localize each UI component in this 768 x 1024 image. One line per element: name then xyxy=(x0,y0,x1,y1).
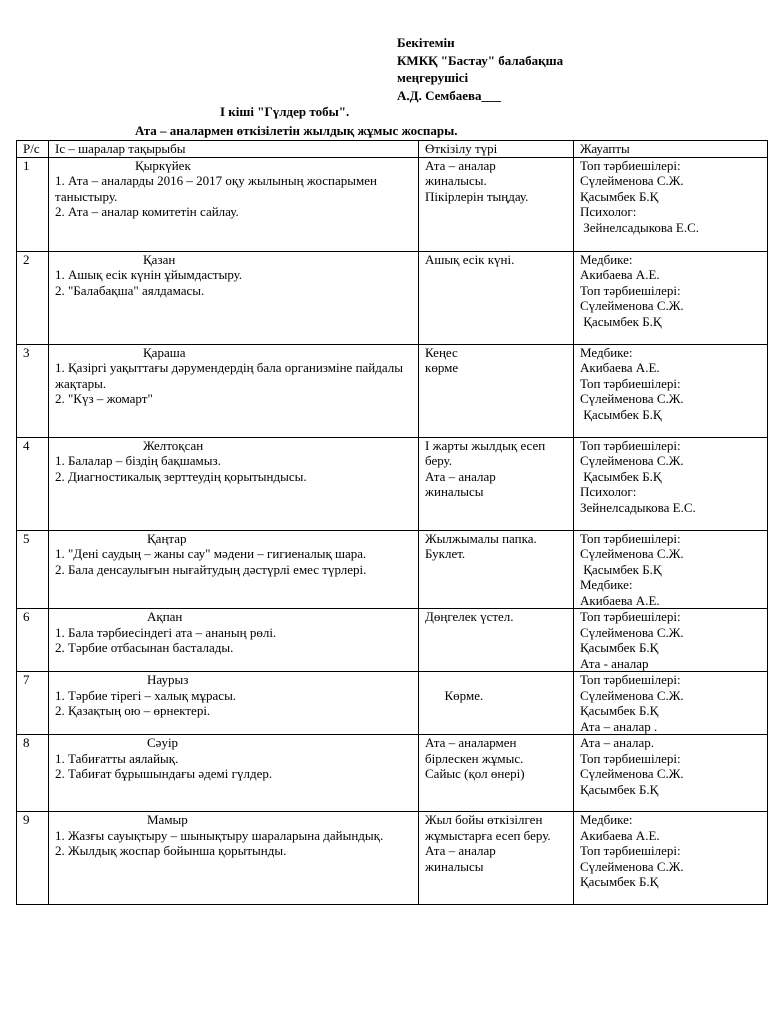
row-responsible-line: Қасымбек Б.Қ xyxy=(580,703,659,718)
row-month: Қыркүйек xyxy=(135,157,191,173)
row-topic-item: 1. Балалар – біздің бақшамыз. xyxy=(55,453,221,468)
row-topic-item: 1. Табиғатты аялайық. xyxy=(55,750,179,766)
row-responsible-line: Сүлейменова С.Ж. xyxy=(580,766,684,781)
row-responsible-line: Акибаева А.Е. xyxy=(580,267,660,282)
row-responsible-line: Қасымбек Б.Қ xyxy=(580,406,662,422)
row-form-line: жиналысы xyxy=(425,484,484,499)
row-form-line: І жарты жылдық есеп xyxy=(425,437,546,453)
row-responsible-line: Сүлейменова С.Ж. xyxy=(580,391,684,406)
row-topic-item: 2. Диагностикалық зерттеудің қорытындысы. xyxy=(55,468,307,484)
row-month: Қазан xyxy=(143,251,176,267)
row-number: 6 xyxy=(17,609,49,672)
table-row xyxy=(17,157,768,251)
table-row xyxy=(17,251,768,344)
row-form xyxy=(419,672,574,735)
row-responsible-line: Топ тәрбиешілері: xyxy=(580,672,681,687)
table-row xyxy=(17,609,768,672)
row-responsible xyxy=(574,530,768,609)
row-responsible-line: Медбике: xyxy=(580,251,633,267)
row-topic-item: 2. "Балабақша" аялдамасы. xyxy=(55,282,205,298)
row-topic xyxy=(49,609,419,672)
row-responsible-line: Ата - аналар xyxy=(580,655,649,671)
row-topic-item: 2. Тәрбие отбасынан басталады. xyxy=(55,640,234,655)
row-responsible-line: Қасымбек Б.Қ xyxy=(580,874,659,889)
approval-line: Бекітемін xyxy=(397,35,455,50)
row-responsible-line: Қасымбек Б.Қ xyxy=(580,561,662,577)
row-topic-item: 1. Бала тәрбиесіндегі ата – ананың рөлі. xyxy=(55,624,277,640)
approval-line: меңгерушісі xyxy=(397,70,469,85)
header-form: Өткізілу түрі xyxy=(419,141,574,158)
row-topic xyxy=(49,812,419,905)
row-form-line: Буклет. xyxy=(425,546,466,561)
row-topic xyxy=(49,735,419,812)
row-responsible xyxy=(574,609,768,672)
row-form-line: Жылжымалы папка. xyxy=(425,530,537,546)
row-responsible-line: Топ тәрбиешілері: xyxy=(580,843,681,858)
row-responsible-line: Топ тәрбиешілері: xyxy=(580,750,681,766)
row-form-line: Көрме. xyxy=(425,687,484,703)
row-form-line: бірлескен жұмыс. xyxy=(425,750,524,766)
row-form-line: Жыл бойы өткізілген xyxy=(425,812,543,827)
row-responsible-line: Сүлейменова С.Ж. xyxy=(580,546,684,561)
row-form-line: Ашық есік күні. xyxy=(425,251,515,267)
row-responsible-line: Сүлейменова С.Ж. xyxy=(580,858,684,874)
row-responsible xyxy=(574,157,768,251)
row-responsible-line: Топ тәрбиешілері: xyxy=(580,375,681,391)
row-responsible-line: Психолог: xyxy=(580,484,637,499)
row-responsible-line: Сүлейменова С.Ж. xyxy=(580,687,684,703)
row-number: 3 xyxy=(17,344,49,437)
row-topic-item: 2. Табиғат бұрышындағы әдемі гүлдер. xyxy=(55,766,273,781)
row-responsible-line: Ата – аналар. xyxy=(580,735,654,750)
row-topic-item: 1. "Дені саудың – жаны сау" мәдени – гигиеналық шара. xyxy=(55,546,367,561)
row-form-line: Ата – аналар xyxy=(425,843,496,858)
row-form-line: жиналысы xyxy=(425,858,484,874)
row-responsible-line: Қасымбек Б.Қ xyxy=(580,468,662,484)
row-responsible-line: Медбике: xyxy=(580,577,633,592)
table-row xyxy=(17,344,768,437)
table-row xyxy=(17,437,768,530)
row-form-line: беру. xyxy=(425,453,452,468)
row-number: 7 xyxy=(17,672,49,735)
row-responsible-line: Акибаева А.Е. xyxy=(580,592,660,608)
row-responsible-line: Сүлейменова С.Ж. xyxy=(580,453,684,468)
row-topic-item: 2. Қазақтың ою – өрнектері. xyxy=(55,703,211,718)
row-month: Желтоқсан xyxy=(143,437,204,453)
row-responsible xyxy=(574,812,768,905)
row-responsible-line: Акибаева А.Е. xyxy=(580,360,660,375)
row-topic xyxy=(49,344,419,437)
row-number: 9 xyxy=(17,812,49,905)
row-responsible-line: Ата – аналар . xyxy=(580,718,658,734)
row-form xyxy=(419,609,574,672)
table-row xyxy=(17,812,768,905)
table-row xyxy=(17,735,768,812)
row-responsible-line: Сүлейменова С.Ж. xyxy=(580,624,684,640)
row-number: 4 xyxy=(17,437,49,530)
row-topic xyxy=(49,251,419,344)
header-responsible: Жауапты xyxy=(574,141,768,158)
row-responsible-line: Психолог: xyxy=(580,204,637,219)
row-topic-item: 2. Бала денсаулығын нығайтудың дәстүрлі емес түрлері. xyxy=(55,561,367,577)
row-responsible-line: Медбике: xyxy=(580,344,633,360)
table-row xyxy=(17,530,768,609)
row-form-line: Пікірлерін тыңдау. xyxy=(425,188,529,204)
row-form-line: Кеңес xyxy=(425,344,458,360)
row-topic-item: 1. Жазғы сауықтыру – шынықтыру шараларына дайындық. xyxy=(55,827,384,843)
row-form-line: Дөңгелек үстел. xyxy=(425,609,514,624)
row-topic xyxy=(49,530,419,609)
row-form-line: көрме xyxy=(425,360,459,375)
row-responsible-line: Топ тәрбиешілері: xyxy=(580,437,681,453)
row-responsible-line: Қасымбек Б.Қ xyxy=(580,781,659,797)
approval-signature: А.Д. Сембаева___ xyxy=(397,87,502,103)
row-responsible-line: Зейнелсадыкова Е.С. xyxy=(580,219,700,235)
row-form-line: жұмыстарға есеп беру. xyxy=(425,827,551,843)
row-topic xyxy=(49,672,419,735)
row-number: 5 xyxy=(17,530,49,609)
row-form xyxy=(419,344,574,437)
row-month: Қаңтар xyxy=(147,530,187,546)
row-number: 8 xyxy=(17,735,49,812)
row-responsible-line: Медбике: xyxy=(580,812,633,827)
group-title: І кіші "Гүлдер тобы". xyxy=(220,104,350,119)
row-month: Қараша xyxy=(143,344,186,360)
row-responsible xyxy=(574,251,768,344)
row-month: Наурыз xyxy=(147,672,189,687)
row-form-line: Ата – аналар xyxy=(425,157,496,173)
row-topic-item: 1. Ашық есік күнін ұйымдастыру. xyxy=(55,267,243,282)
row-form xyxy=(419,530,574,609)
row-responsible xyxy=(574,672,768,735)
row-responsible-line: Қасымбек Б.Қ xyxy=(580,188,659,204)
row-form xyxy=(419,735,574,812)
row-topic xyxy=(49,157,419,251)
plan-title: Ата – аналармен өткізілетін жылдық жұмыс жоспары. xyxy=(135,123,458,138)
row-form-line: жиналысы. xyxy=(425,173,487,188)
row-responsible-line: Сүлейменова С.Ж. xyxy=(580,298,684,313)
row-responsible xyxy=(574,437,768,530)
row-responsible xyxy=(574,344,768,437)
header-topic: Іс – шаралар тақырыбы xyxy=(49,141,419,158)
row-topic-item: 1. Ата – аналарды 2016 – 2017 оқу жылының жоспарымен таныстыру. xyxy=(55,173,377,204)
row-form xyxy=(419,157,574,251)
row-form-line xyxy=(425,672,573,688)
row-form-line: Сайыс (қол өнері) xyxy=(425,766,525,781)
row-form xyxy=(419,812,574,905)
table-header-row xyxy=(17,141,768,158)
row-topic-item: 1. Қазіргі уақыттағы дәрумендердің бала организміне пайдалы жақтары. xyxy=(55,360,403,391)
row-responsible-line: Топ тәрбиешілері: xyxy=(580,530,681,546)
row-topic-item: 2. "Күз – жомарт" xyxy=(55,391,153,406)
row-responsible-line: Зейнелсадыкова Е.С. xyxy=(580,499,696,515)
row-responsible-line: Сүлейменова С.Ж. xyxy=(580,173,684,188)
row-topic-item: 1. Тәрбие тірегі – халық мұрасы. xyxy=(55,687,237,703)
row-form-line: Ата – аналармен xyxy=(425,735,517,750)
row-responsible-line: Қасымбек Б.Қ xyxy=(580,313,662,329)
approval-block xyxy=(397,34,563,104)
approval-line: КМКҚ "Бастау" балабақша xyxy=(397,52,564,68)
header-num: Р/с xyxy=(17,141,49,158)
table-row xyxy=(17,672,768,735)
row-topic-item: 2. Жылдық жоспар бойынша қорытынды. xyxy=(55,843,287,858)
row-month: Ақпан xyxy=(147,609,183,624)
row-responsible-line: Топ тәрбиешілері: xyxy=(580,609,681,624)
row-month: Сәуір xyxy=(147,735,179,750)
row-responsible-line: Акибаева А.Е. xyxy=(580,827,660,843)
row-topic xyxy=(49,437,419,530)
row-number: 1 xyxy=(17,157,49,251)
row-form xyxy=(419,251,574,344)
row-form xyxy=(419,437,574,530)
row-form-line: Ата – аналар xyxy=(425,468,496,484)
row-responsible-line: Қасымбек Б.Қ xyxy=(580,640,659,655)
row-responsible-line: Топ тәрбиешілері: xyxy=(580,157,681,173)
row-topic-item: 2. Ата – аналар комитетін сайлау. xyxy=(55,204,239,219)
work-plan-table xyxy=(16,140,768,905)
row-responsible-line: Топ тәрбиешілері: xyxy=(580,282,681,298)
row-responsible xyxy=(574,735,768,812)
row-number: 2 xyxy=(17,251,49,344)
row-month: Мамыр xyxy=(147,812,188,827)
